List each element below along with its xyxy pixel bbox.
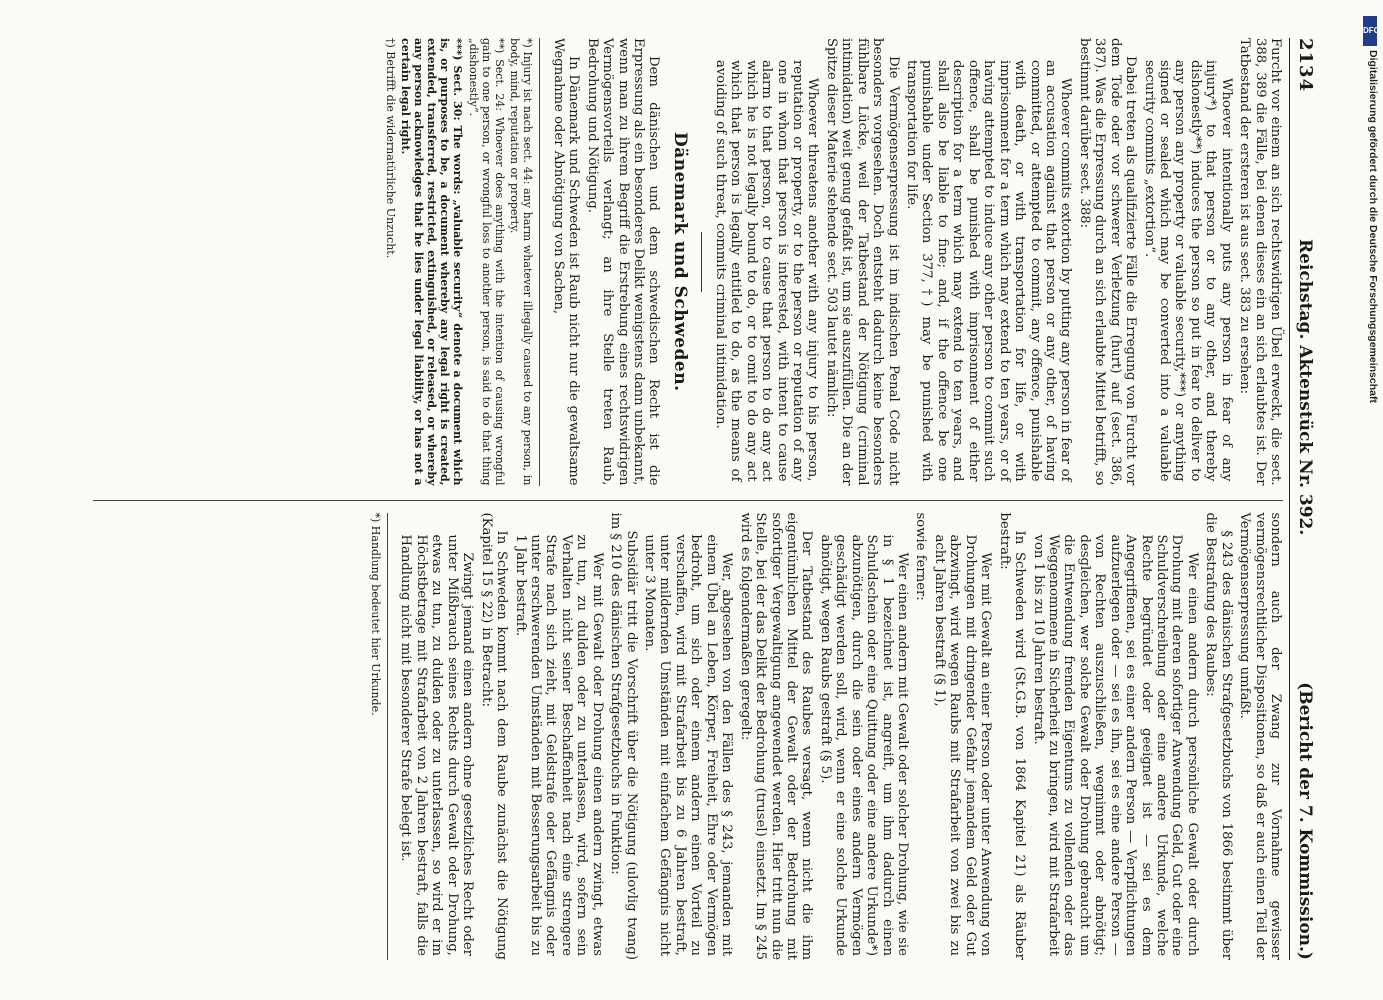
paragraph: sowie ferner: [913, 512, 929, 601]
header-title: Reichstag. Aktenstück Nr. 392. [1295, 239, 1315, 536]
quote-paragraph: Wer mit Gewalt oder Drohung einen andern zwingt, etwas zu tun, zu dulden oder zu unterlassen, wird, sofern sein Verhalten nicht seiner Beschaffenheit nach eine strengere Strafe nach sich zieht, mit Geldstrafe oder Gefängnis oder unter erschwerenden Umständen mit Besserungsarbeit bis zu 1 Jahr bestraft. [512, 534, 605, 956]
header-report: (Bericht der 7. Kommission.) [1295, 682, 1315, 960]
quote-paragraph: Whoever intentionally puts any person in fear of any injury*) to that person or to any other, and thereby dishonestly**) induces the person so put in fear to deliver to any person any property or valuable security,***) or anything signed or sealed which may be converted into a valuable security commits „extortion“. [1141, 60, 1234, 482]
footnote: *) Injury ist nach sect. 44: any harm whatever illegally caused to any person, in body, mind, reputation or property. [508, 38, 535, 486]
stamp-text: Digitalisierung gefördert durch die Deutsche Forschungsgemeinschaft [1367, 50, 1379, 403]
footnote: †) Betrifft die widernatürliche Unzucht. [383, 38, 397, 259]
quote-paragraph: Wer, abgesehen von den Fällen des § 243, jemanden mit einem Übel an Leben, Körper, Freiheit, Ehre oder Vermögen bedroht, um sich oder einem andern einen Vorteil zu verschaffen, wird mit Strafarbeit bis zu 6 Jahren bestraft, unter mildernden Umständen mit einfachem Gefängnis nicht unter 3 Monaten. [642, 534, 735, 956]
paragraph: sondern auch der Zwang zur Vornahme gewisser vermögensrechtlicher Dispositionen, so daß er auch einen Teil der Vermögenserpressung umfaßt. [1237, 512, 1284, 960]
quote-paragraph: Wer mit Gewalt an einer Person oder unter Anwendung von Drohungen mit dringender Gefahr jemandem Geld oder Gut abzwingt, wird wegen Raubs mit Strafarbeit von zwei bis zu acht Jahren bestraft (§ 1), [931, 534, 994, 956]
paragraph: In Schweden wird (St.G.B. von 1864 Kapitel 21) als Räuber bestraft: [996, 512, 1028, 960]
footnote: *) Handlung bedeutet hier Urkunde. [369, 512, 383, 716]
footnotes [369, 513, 388, 961]
footnotes [383, 38, 540, 486]
digitization-stamp [1361, 10, 1379, 970]
paragraph: Dabei treten als qualifizierte Fälle die Erregung von Furcht vor dem Tode oder vor schwerer Verletzung (hurt) auf (sect. 386, 387). Was die Erpressung durch an sich erlaubte Mittel betrifft, so bestimmt darüber sect. 388: [1076, 38, 1139, 486]
right-column [93, 500, 1283, 961]
paragraph: In Schweden kommt nach dem Raube zunächst die Nötigung (Kapitel 15 § 22) in Betracht: [478, 512, 510, 960]
page-header [1289, 38, 1316, 960]
rotated-page [22, 24, 1322, 974]
quote-paragraph: Whoever commits extortion by putting any person in fear of an accusation against that person or any other, of having committed, or attempted to commit, any offence, punishable with death, or with transportation for life, or with imprisonment for a term which may extend to ten years, or of having attempted to induce any other person to commit such offence, shall be punished with imprisonment of either description for a term which may extend to ten years, and shall also be liable to fine; and, if the offence be one punishable under Section 377,†) may be punished with transportation for life. [904, 60, 1074, 482]
paragraph: Die Vermögenserpressung ist im indischen Penal Code nicht besonders vorgesehen. Doch entsteht dadurch keine besonders fühlbare Lücke, weil der Tatbestand der Nötigung (criminal intimidation) weit genug gefaßt ist, um sie auszufüllen. Die an der Spitze dieser Materie stehende sect. 503 lautet nämlich: [823, 38, 901, 486]
left-column [93, 38, 1283, 486]
quote-paragraph: Wer einen andern mit Gewalt oder solcher Drohung, wie sie in § 1 bezeichnet ist, angreift, um ihm dadurch einen Schuldschein oder eine Quittung oder eine andere Urkunde*) abzunötigen, durch die sein oder eines andern Vermögen geschädigt werden soll, wird, wenn er eine solche Urkunde abnötigt, wegen Raubs gestraft (§ 5). [817, 534, 911, 956]
paragraph: Subsidiär tritt die Vorschrift über die Nötigung (ulovlig tvang) im § 210 des dänischen Strafgesetzbuchs in Funktion: [608, 512, 639, 960]
paragraph: § 243 des dänischen Strafgesetzbuchs von 1866 bestimmt über die Bestrafung des Raubes: [1203, 512, 1234, 960]
quote-paragraph: Zwingt jemand einen andern ohne gesetzliches Recht oder unter Mißbrauch seines Rechts durch Gewalt oder Drohung, etwas zu tun, zu dulden oder zu unterlassen, so wird er im Höchstbetrage mit Strafarbeit von 2 Jahren bestraft, falls die Handlung nicht mit besonderer Strafe belegt ist. [398, 534, 476, 956]
footnote: ***) Sect. 30: The words: „valuable security“ denote a document which is, or purposes to be, a document whereby any legal right is created, extended, transferred, restricted, extinguished, or released, or whereby any person acknowledges that he lies under legal liability, or has not a certain legal right. [398, 38, 465, 486]
paragraph: Der Tatbestand des Raubes versagt, wenn nicht die ihm eigentümlichen Mittel der Gewalt oder der Bedrohung mit sofortiger Vergewaltigung angewendet werden. Hier tritt nun die Stelle, bei der das Delikt der Bedrohung (trusel) einsetzt. Im § 245 wird es folgendermaßen geregelt: [737, 512, 815, 960]
footnote: **) Sect. 24: Whoever does anything with the intention of causing wrongful gain to one person, or wrongful loss to another person, is said to do that thing „dishonestly“. [466, 38, 507, 486]
quote-paragraph: Wer einen andern durch persönliche Gewalt oder durch Drohung mit deren sofortiger Anwendung Geld, Gut oder eine Schuldverschreibung oder eine andere Urkunde, welche Rechte begründet oder geeignet ist — sei es dem Angegriffenen, sei es einer andern Person — Verpflichtungen aufzuerlegen oder — sei es ihn, sei es eine andere Person — von Rechten auszuschließen, wegnimmt oder abnötigt; desgleichen, wer solche Gewalt oder Drohung gebraucht um die Entwendung fremden Eigentums zu vollenden oder das Weggenommene in Sicherheit zu bringen, wird mit Strafarbeit von 1 bis zu 10 Jahren bestraft. [1030, 534, 1200, 956]
paragraph: Dem dänischen und dem schwedischen Recht ist die Erpressung als ein besonderes Delikt wenigstens dann unbekannt, wenn man zu ihrem Begriff die Erstrebung eines rechtswidrigen Vermögensvorteils verlangt; an ihre Stelle treten Raub, Bedrohung und Nötigung. [584, 38, 662, 486]
section-divider [701, 232, 702, 292]
paragraph: In Dänemark und Schweden ist Raub nicht nur die gewaltsame Wegnahme oder Abnötigung von Sachen, [550, 38, 582, 486]
section-heading: Dänemark und Schweden. [670, 131, 691, 392]
quote-paragraph: Whoever threatens another with any injury to his person, reputation or property, or to the person or reputation of any one in whom that person is interested, with intent to cause alarm to that person, or to cause that person to do any act which he is not legally bound to do, or to omit to do any act which that person is legally entitled to do, as the means of avoiding of such threat, commits criminal intimidation. [712, 60, 821, 482]
dfg-logo: DFG [1363, 16, 1377, 46]
paragraph: Furcht vor einem an sich rechtswidrigen Übel erweckt, die sect. 388, 389 die Fälle, bei denen dieses ein an sich erlaubtes ist. Der Tatbestand der ersteren ist aus sect. 383 zu ersehen: [1237, 38, 1284, 486]
page-number: 2134 [1295, 38, 1316, 93]
text-columns [93, 38, 1283, 960]
